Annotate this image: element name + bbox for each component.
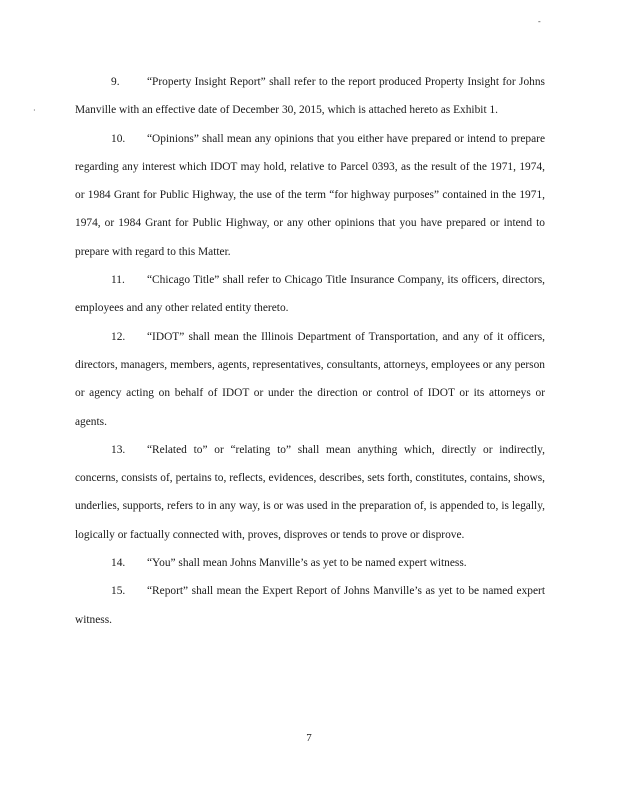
definition-paragraph xyxy=(75,577,545,634)
page-number: 7 xyxy=(306,732,312,744)
paragraph-text: “Related to” or “relating to” shall mean anything which, directly or indirectly, concerns, consists of, pertains to, reflects, evidences, describes, sets forth, constitutes, contains, shows, underlies, supports, refers to in any way, is or was used in the preparation of, is appended to, is legally, logically or factually connected with, proves, disproves or tends to prove or disprove. xyxy=(75,443,545,541)
paragraph-number: 12. xyxy=(111,330,126,343)
paragraph-number: 14. xyxy=(111,557,126,570)
paragraph-text: “Report” shall mean the Expert Report of Johns Manville’s as yet to be named expert witness. xyxy=(75,585,545,626)
paragraph-text: “Opinions” shall mean any opinions that you either have prepared or intend to prepare regarding any interest which IDOT may hold, relative to Parcel 0393, as the result of the 1971, 1974, or 1984 Grant for Public Highway, the use of the term “for highway purposes” contained in the 1971, 1974, or 1984 Grant for Public Highway, or any other opinions that you have prepared or intend to prepare with regard to this Matter. xyxy=(75,132,545,258)
paragraph-number: 9. xyxy=(111,76,120,88)
definition-paragraph xyxy=(75,323,545,436)
definition-paragraph xyxy=(75,436,545,549)
document-body xyxy=(75,68,545,634)
paragraph-text: “Chicago Title” shall refer to Chicago Title Insurance Company, its officers, directors, employees and any other related entity thereto. xyxy=(75,274,545,315)
paragraph-text: “Property Insight Report” shall refer to the report produced Property Insight for Johns Manville with an effective date of December 30, 2015, which is attached hereto as Exhibit 1. xyxy=(75,76,545,117)
definition-paragraph xyxy=(75,266,545,323)
scan-mark-top: - xyxy=(538,17,541,26)
paragraph-number: 15. xyxy=(111,585,126,598)
scan-mark-left: · xyxy=(33,106,36,115)
paragraph-number: 11. xyxy=(111,274,125,287)
paragraph-number: 13. xyxy=(111,443,126,456)
paragraph-number: 10. xyxy=(111,132,126,145)
definition-paragraph xyxy=(75,68,545,125)
paragraph-text: “IDOT” shall mean the Illinois Department of Transportation, and any of it officers, directors, managers, members, agents, representatives, consultants, attorneys, employees or any person or agency acting on behalf of IDOT or under the direction or control of IDOT or its attorneys or agents. xyxy=(75,330,545,428)
definition-paragraph xyxy=(75,549,545,577)
definition-paragraph xyxy=(75,125,545,266)
paragraph-text: “You” shall mean Johns Manville’s as yet to be named expert witness. xyxy=(147,557,467,570)
